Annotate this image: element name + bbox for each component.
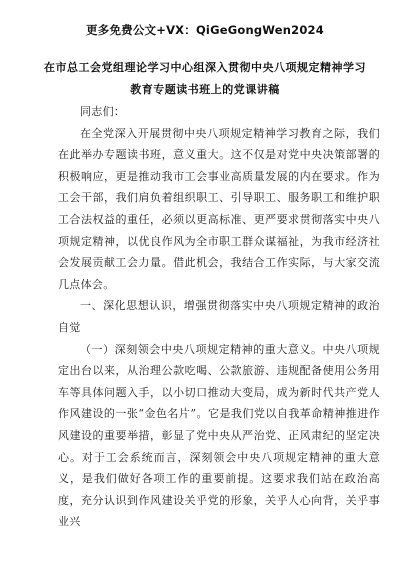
salutation: 同志们： [80, 105, 126, 118]
section-heading-1: 一、深化思想认识，增强贯彻落实中央八项规定精神的政治自觉 [58, 299, 380, 334]
paragraph-1-1: （一）深刻领会中央八项规定精神的重大意义。中央八项规定出台以来，从治理公款吃喝、公款旅游、违规配备使用公务用车等具体问题入手，以小切口推动大变局，成为新时代共产党人作风建设的一张“金色名片”。它是我们党以自我革命精神推进作风建设的重要举措，彰显了党中央从严治党、正风肃纪的坚定决心。对于工会系统而言，深刻领会中央八项规定精神的重大意义，是我们做好各项工作的重要前提。这要求我们站在政治高度，充分认识到作风建设关乎党的形象，关乎人心向背，关乎事业兴 [58, 342, 380, 529]
paragraph-intro: 在全党深入开展贯彻中央八项规定精神学习教育之际，我们在此举办专题读书班，意义重大。这不仅是对党中央决策部署的积极响应，更是推动我市工会事业高质量发展的内在要求。作为工会干部，我们肩负着组织职工、引导职工、服务职工和维护职工合法权益的重任，必须以更高标准、更严要求贯彻落实中央八项规定精神，以优良作风为全市职工群众谋福祉，为我市经济社会发展贡献工会力量。借此机会，我结合工作实际，与大家交流几点体会。 [58, 126, 380, 291]
document-title: 在市总工会党组理论学习中心组深入贯彻中央八项规定精神学习教育专题读书班上的党课讲稿 [44, 61, 366, 96]
document-body [58, 101, 380, 533]
promo-header: 更多免费公文+VX：QiGeGongWen2024 [86, 23, 324, 37]
